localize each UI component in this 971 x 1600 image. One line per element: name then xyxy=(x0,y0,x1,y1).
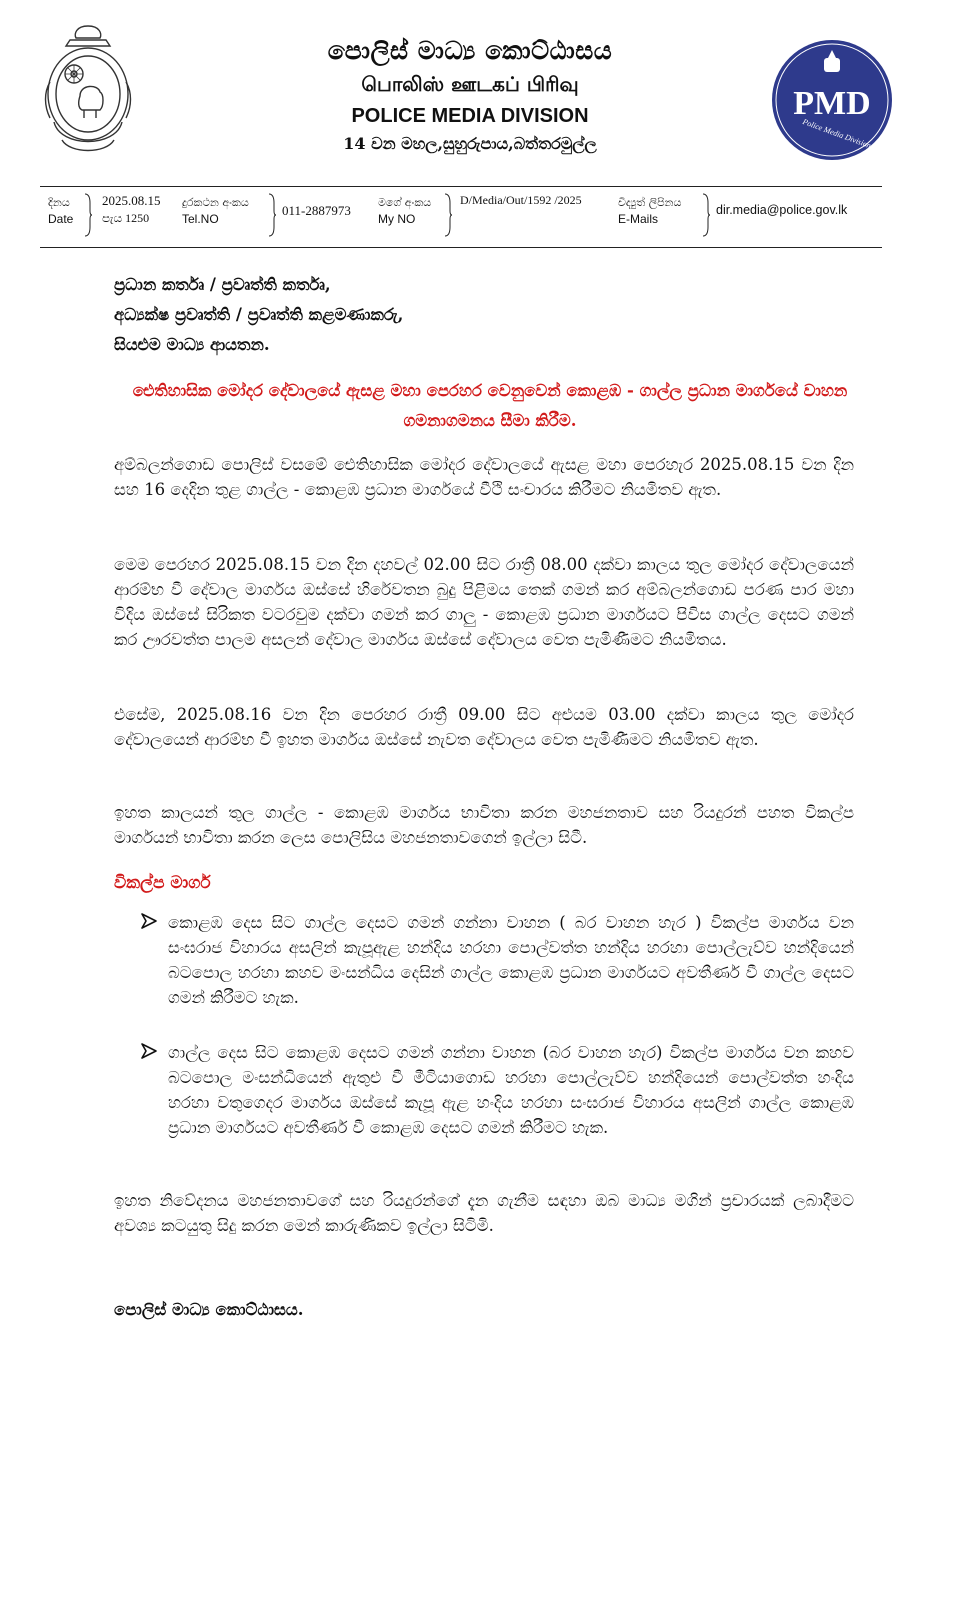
time-value: පැය 1250 xyxy=(102,211,150,225)
paragraph: මෙම පෙරහර 2025.08.15 වන දින දහවල් 02.00 සිට රාත්‍රී 08.00 දක්වා කාලය තුල මෝදර දේවාලයෙන් ආරම්භ වී දේවාල මාර්ගය ඔස්සේ හිරේවතන බුදු පිළිමය තෙක් ගමන් කර අම්බලන්ගොඩ පරණ පාර මහා විදිය ඔස්සේ සිරිකත වටරවුම දක්වා ගමන් කර ගාලු - කොළඹ ප්‍රධාන මාර්ගයට පිවිස ගාල්ල දෙසට ගමන් කර ඌරවත්ත පාලම අසලන් දේවාල මාර්ගය ඔස්සේ දේවාලය වෙත පැමිණීමට නියමිතය. xyxy=(114,555,854,649)
list-item-text: කොළඹ දෙස සිට ගාල්ල දෙසට ගමන් ගන්නා වාහන ( බර වාහන හැර ) විකල්ප මාර්ගය වන සංඝරාජ විහාරය අසලින් කැපූඇළ හන්දිය හරහා පොල්වත්ත හන්දිය හරහා පොල්ලැව්ව හන්දියෙන් බටපොල හරහා කහව මංසන්ධිය දෙසින් ගාල්ල කොළඹ ප්‍රධාන මාර්ගයට අවතීර්ණ වී ගාල්ල දෙසට ගමන් කිරීමට හැක. xyxy=(168,913,854,1007)
signoff: පොලිස් මාධ්‍ය කොට්ඨාසය. xyxy=(114,1300,304,1319)
list-item xyxy=(140,910,854,1010)
pmd-logo xyxy=(770,38,894,162)
arrow-bullet-icon xyxy=(140,912,158,930)
my-no-value: D/Media/Out/1592 /2025 xyxy=(460,193,582,207)
list-item xyxy=(140,1040,854,1140)
brace-icon xyxy=(444,193,452,237)
tel-value: 011-2887973 xyxy=(282,203,351,218)
title-english: POLICE MEDIA DIVISION xyxy=(351,105,589,127)
tel-label: දුරකථන අංකය Tel.NO xyxy=(182,196,249,226)
addressee-line: ප්‍රධාන කර්තෘ / ප්‍රවෘත්ති කර්තෘ, xyxy=(114,275,331,294)
date-value: 2025.08.15 xyxy=(102,193,161,208)
reference-info-strip xyxy=(40,186,882,248)
title-tamil: பொலிஸ் ஊடகப் பிரிவு xyxy=(361,72,579,96)
paragraph: එසේම, 2025.08.16 වන දින පෙරහර රාත්‍රී 09.00 සිට අළුයම 03.00 දක්වා කාලය තුල මෝදර දේවාලයෙන් ආරම්භ වී ඉහත මාර්ගය ඔස්සේ නැවත දේවාලය වෙත පැමිණීමට නියමිතව ඇත. xyxy=(114,705,854,749)
office-address: 14 වන මහල,සුහුරුපාය,බත්තරමුල්ල xyxy=(343,134,597,153)
my-no-label: මගේ අංකය My NO xyxy=(378,196,432,226)
pmd-logo-caption: Police Media Division xyxy=(801,117,873,151)
letterhead-titles xyxy=(260,36,680,154)
title-sinhala: පොලිස් මාධ්‍ය කොට්ඨාසය xyxy=(327,36,613,65)
addressee-line: අධ්‍යක්ෂ ප්‍රවෘත්ති / ප්‍රවෘත්ති කළමණාකරු, xyxy=(114,305,404,324)
brace-icon xyxy=(268,193,276,237)
arrow-bullet-icon xyxy=(140,1042,158,1060)
email-value: dir.media@police.gov.lk xyxy=(716,203,848,217)
alt-routes-heading: විකල්ප මාර්ග xyxy=(114,873,211,893)
police-emblem-icon xyxy=(40,22,136,162)
paragraph: ඉහත කාලයන් තුල ගාල්ල - කොළඹ මාර්ගය භාවිතා කරන මහජනතාව සහ රියදුරන් පහත විකල්ප මාර්ගයන් භාවිතා කරන ලෙස පොලිසිය මහජනතාවගෙන් ඉල්ලා සිටී. xyxy=(114,803,854,847)
addressee-line: සියළුම මාධ්‍ය ආයතන. xyxy=(114,335,270,354)
list-item-text: ගාල්ල දෙස සිට කොළඹ දෙසට ගමන් ගන්නා වාහන (බර වාහන හැර) විකල්ප මාර්ගය වන කහව බටපොල මංසන්ධියෙන් ඇතුළු වී මීටියාගොඩ හරහා පොල්ලැව්ව හන්දියෙන් පොල්වත්ත හංදිය හරහා වතුගෙදර මාර්ගය ඔස්සේ කැපූ ඇළ හංදිය හරහා සංඝරාජ විහාරය අසලින් ගාල්ල කොළඹ ප්‍රධාන මාර්ගයට අවතීර්ණ වී කොළඹ දෙසට ගමන් කිරීමට හැක. xyxy=(168,1043,854,1137)
paragraph: අම්බලන්ගොඩ පොලිස් වසමේ ඓතිහාසික මෝදර දේවාලයේ ඇසළ මහා පෙරහැර 2025.08.15 වන දින සහ 16 දෙදින තුළ ගාල්ල - කොළඹ ප්‍රධාන මාර්ගයේ වීථි සංචාරය කිරීමට නියමිතව ඇත. xyxy=(114,455,854,499)
paragraph: ඉහත නිවේදනය මහජනතාවගේ සහ රියදුරන්ගේ දැන ගැනීම සඳහා ඔබ මාධ්‍ය මගින් ප්‍රචාරයක් ලබාදීමට අවශ්‍ය කටයුතු සිදු කරන මෙන් කාරුණිකව ඉල්ලා සිටිමි. xyxy=(114,1191,854,1235)
brace-icon xyxy=(702,193,710,237)
subject-heading: ඓතිහාසික මෝදර දේවාලයේ ඇසළ මහා පෙරහර වෙනුවෙන් කොළඹ - ගාල්ල ප්‍රධාන මාර්ගයේ වාහන ගමනාගමනය සීමා කිරීම. xyxy=(132,381,848,430)
brace-icon xyxy=(84,193,92,237)
date-label: දිනය Date xyxy=(48,196,74,226)
email-label: විද්‍යුත් ලිපිනය E-Mails xyxy=(618,196,682,226)
pmd-logo-text: PMD xyxy=(793,85,871,122)
addressee-block xyxy=(114,270,854,360)
